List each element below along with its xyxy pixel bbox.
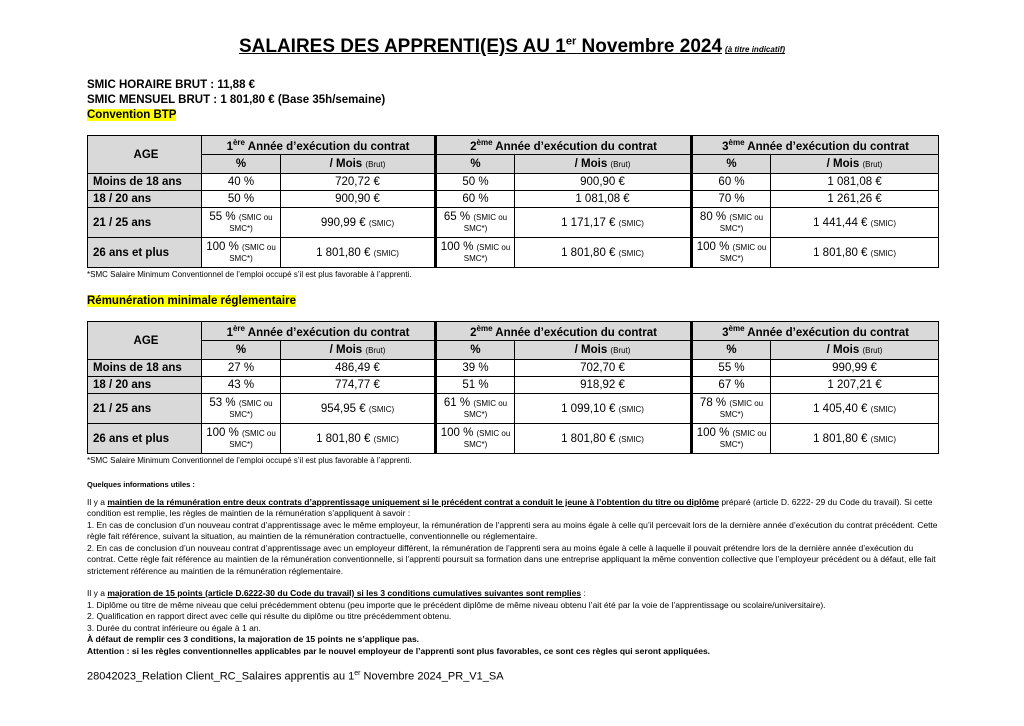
- table-row: [88, 377, 939, 394]
- info-paragraph-1-item-2: 2. En cas de conclusion d’un nouveau contrat d’apprentissage avec un employeur différent, la rémunération de l’apprenti sera au moins égale à celle à laquelle il pouvait prétendre lors de la dernière année d’exécution du contrat. Cette règle fait référence au maintien de la rémunération conventionnelle, si l’apprenti poursuit sa formation dans une entreprise appliquant la même convention collective que l’employeur précédent ou à défaut, elle fait strictement référence au maintien de la rémunération réglementaire.: [87, 542, 936, 576]
- percent-cell: 78 % (SMIC ou SMC*): [692, 394, 771, 424]
- table-row: [88, 360, 939, 377]
- percent-cell: 61 % (SMIC ou SMC*): [436, 394, 515, 424]
- age-cell: 21 / 25 ans: [88, 208, 202, 238]
- percent-cell: 40 %: [202, 174, 281, 191]
- age-cell: 26 ans et plus: [88, 238, 202, 268]
- year-header: 2ème Année d’exécution du contrat: [436, 136, 692, 155]
- age-header: AGE: [88, 322, 202, 360]
- percent-cell: 43 %: [202, 377, 281, 394]
- page-title: [0, 36, 1024, 58]
- info-paragraph-1-item-1: 1. En cas de conclusion d’un nouveau contrat d’apprentissage avec le même employeur, la rémunération de l’apprenti sera au moins égale à celle qu’il percevait lors de la dernière année d’exécution du contrat précédent. Cette règle fait référence, suivant la situation, au maintien de la rémunération contractuelle, conventionnelle ou réglementaire.: [87, 519, 938, 541]
- monthly-cell: 1 801,80 € (SMIC): [771, 238, 939, 268]
- btp-section-title: Convention BTP: [87, 109, 177, 121]
- percent-cell: 100 % (SMIC ou SMC*): [202, 424, 281, 454]
- monthly-cell: 900,90 €: [281, 191, 436, 208]
- info-bold-1: À défaut de remplir ces 3 conditions, la majoration de 15 points ne s’applique pas.: [87, 634, 420, 644]
- monthly-header: / Mois (Brut): [771, 341, 939, 360]
- monthly-cell: 1 801,80 € (SMIC): [771, 424, 939, 454]
- monthly-cell: 990,99 € (SMIC): [281, 208, 436, 238]
- monthly-cell: 1 081,08 €: [771, 174, 939, 191]
- monthly-cell: 954,95 € (SMIC): [281, 394, 436, 424]
- monthly-cell: 1 801,80 € (SMIC): [281, 238, 436, 268]
- percent-header: %: [202, 341, 281, 360]
- monthly-cell: 1 801,80 € (SMIC): [281, 424, 436, 454]
- info-paragraph-1: Il y a maintien de la rémunération entre deux contrats d’apprentissage uniquement si le précédent contrat a conduit le jeune à l’obtention du titre ou diplôme préparé (article D. 6222- 29 du Code du travail). Si cette condition est remplie, les règles de maintien de la rémunération s’appliquent à savoir :: [87, 496, 933, 518]
- percent-cell: 60 %: [436, 191, 515, 208]
- rem-section-title: Rémunération minimale réglementaire: [87, 295, 296, 307]
- age-cell: 26 ans et plus: [88, 424, 202, 454]
- year-header: 2ème Année d’exécution du contrat: [436, 322, 692, 341]
- info-bold-2: Attention : si les règles conventionnelles applicables par le nouvel employeur de l’apprenti sont plus favorables, ce sont ces règles qui seront appliquées.: [87, 645, 711, 656]
- monthly-cell: 702,70 €: [515, 360, 692, 377]
- table-row: [88, 208, 939, 238]
- info-paragraph-2-item-2: 2. Qualification en rapport direct avec celle qui résulte du diplôme ou titre précédemment obtenu.: [87, 611, 452, 621]
- age-cell: Moins de 18 ans: [88, 360, 202, 377]
- table-row: [88, 424, 939, 454]
- percent-cell: 51 %: [436, 377, 515, 394]
- percent-cell: 50 %: [436, 174, 515, 191]
- percent-cell: 39 %: [436, 360, 515, 377]
- monthly-cell: 1 261,26 €: [771, 191, 939, 208]
- year-header: 3ème Année d’exécution du contrat: [692, 136, 939, 155]
- age-header: AGE: [88, 136, 202, 174]
- monthly-cell: 1 405,40 € (SMIC): [771, 394, 939, 424]
- monthly-cell: 1 207,21 €: [771, 377, 939, 394]
- percent-cell: 65 % (SMIC ou SMC*): [436, 208, 515, 238]
- monthly-cell: 486,49 €: [281, 360, 436, 377]
- age-cell: 18 / 20 ans: [88, 377, 202, 394]
- table-header-row: [88, 136, 939, 155]
- percent-cell: 60 %: [692, 174, 771, 191]
- table-subheader-row: [88, 341, 939, 360]
- table-header-row: [88, 322, 939, 341]
- percent-cell: 67 %: [692, 377, 771, 394]
- info-heading: Quelques informations utiles :: [87, 480, 195, 489]
- year-header: 1ère Année d’exécution du contrat: [202, 322, 436, 341]
- title-hint: (à titre indicatif): [725, 45, 786, 55]
- percent-cell: 70 %: [692, 191, 771, 208]
- percent-cell: 53 % (SMIC ou SMC*): [202, 394, 281, 424]
- percent-cell: 27 %: [202, 360, 281, 377]
- table-row: [88, 394, 939, 424]
- percent-cell: 55 %: [692, 360, 771, 377]
- percent-cell: 100 % (SMIC ou SMC*): [692, 424, 771, 454]
- monthly-cell: 774,77 €: [281, 377, 436, 394]
- smic-mensuel: SMIC MENSUEL BRUT : 1 801,80 € (Base 35h/semaine): [87, 94, 386, 106]
- useful-info: [87, 479, 942, 657]
- percent-header: %: [692, 155, 771, 174]
- year-header: 3ème Année d’exécution du contrat: [692, 322, 939, 341]
- monthly-header: / Mois (Brut): [771, 155, 939, 174]
- percent-cell: 100 % (SMIC ou SMC*): [436, 424, 515, 454]
- percent-cell: 80 % (SMIC ou SMC*): [692, 208, 771, 238]
- monthly-cell: 720,72 €: [281, 174, 436, 191]
- smic-horaire: SMIC HORAIRE BRUT : 11,88 €: [87, 79, 256, 91]
- monthly-cell: 990,99 €: [771, 360, 939, 377]
- percent-header: %: [692, 341, 771, 360]
- table-row: [88, 174, 939, 191]
- age-cell: 18 / 20 ans: [88, 191, 202, 208]
- info-paragraph-2: Il y a majoration de 15 points (article D.6222-30 du Code du travail) si les 3 conditions cumulatives suivantes sont remplies :: [87, 588, 586, 598]
- document-reference: 28042023_Relation Client_RC_Salaires apprentis au 1er Novembre 2024_PR_V1_SA: [87, 670, 504, 683]
- monthly-cell: 1 081,08 €: [515, 191, 692, 208]
- age-cell: Moins de 18 ans: [88, 174, 202, 191]
- percent-header: %: [202, 155, 281, 174]
- monthly-cell: 918,92 €: [515, 377, 692, 394]
- title-main: SALAIRES DES APPRENTI(E)S AU 1er Novembre 2024: [238, 36, 723, 58]
- info-paragraph-2-item-3: 3. Durée du contrat inférieure ou égale à 1 an.: [87, 622, 261, 633]
- monthly-header: / Mois (Brut): [515, 341, 692, 360]
- monthly-cell: 1 801,80 € (SMIC): [515, 424, 692, 454]
- percent-cell: 100 % (SMIC ou SMC*): [692, 238, 771, 268]
- year-header: 1ère Année d’exécution du contrat: [202, 136, 436, 155]
- percent-cell: 100 % (SMIC ou SMC*): [202, 238, 281, 268]
- monthly-header: / Mois (Brut): [515, 155, 692, 174]
- monthly-cell: 1 801,80 € (SMIC): [515, 238, 692, 268]
- percent-header: %: [436, 155, 515, 174]
- monthly-cell: 1 441,44 € (SMIC): [771, 208, 939, 238]
- percent-cell: 55 % (SMIC ou SMC*): [202, 208, 281, 238]
- table-row: [88, 191, 939, 208]
- rem-footnote: *SMC Salaire Minimum Conventionnel de l’emploi occupé s’il est plus favorable à l’apprenti.: [87, 456, 412, 465]
- regulatory-salary-table: [87, 321, 939, 454]
- age-cell: 21 / 25 ans: [88, 394, 202, 424]
- btp-footnote: *SMC Salaire Minimum Conventionnel de l’emploi occupé s’il est plus favorable à l’apprenti.: [87, 270, 412, 279]
- percent-header: %: [436, 341, 515, 360]
- monthly-cell: 1 099,10 € (SMIC): [515, 394, 692, 424]
- table-row: [88, 238, 939, 268]
- percent-cell: 100 % (SMIC ou SMC*): [436, 238, 515, 268]
- table-subheader-row: [88, 155, 939, 174]
- monthly-cell: 1 171,17 € (SMIC): [515, 208, 692, 238]
- monthly-header: / Mois (Brut): [281, 155, 436, 174]
- monthly-cell: 900,90 €: [515, 174, 692, 191]
- monthly-header: / Mois (Brut): [281, 341, 436, 360]
- info-paragraph-2-item-1: 1. Diplôme ou titre de même niveau que celui précédemment obtenu (peu importe que le précédent diplôme de même niveau obtenu l’ait été par la voie de l’apprentissage ou scolaire/universitaire).: [87, 599, 826, 610]
- percent-cell: 50 %: [202, 191, 281, 208]
- btp-salary-table: [87, 135, 939, 268]
